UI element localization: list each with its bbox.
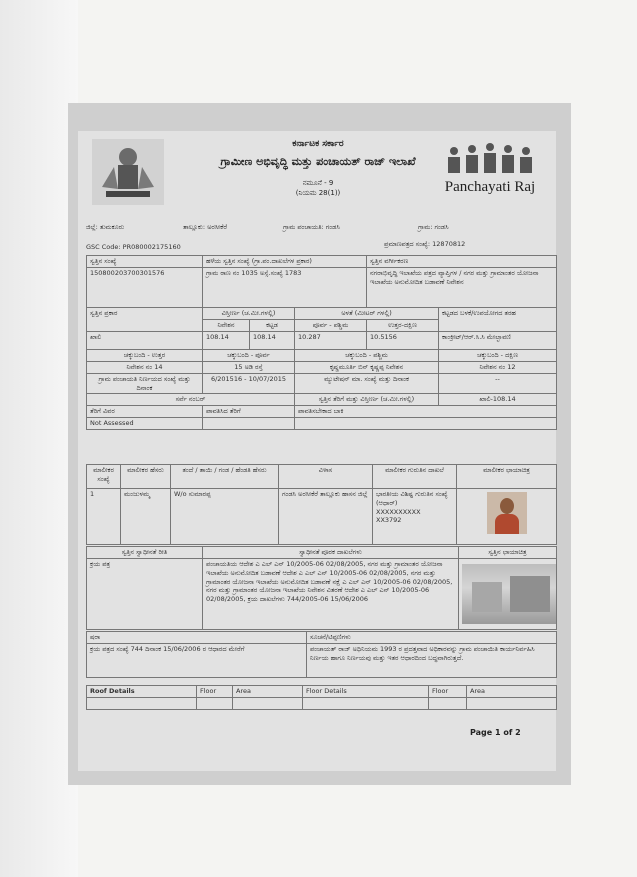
floor-details-label: Floor Details [303,686,429,698]
category-label: ಸ್ವತ್ತಿನ ವರ್ಗೀಕರಣ [367,256,557,268]
owner-name-label: ಮಾಲೀಕರ ಹೆಸರು [121,465,171,489]
acquisition-type-label: ಸ್ವತ್ತಿನ ಸ್ವಾಧೀನತೆ ರೀತಿ [87,547,203,559]
east-label: ಚಕ್ಕುಬಂದಿ - ಪೂರ್ವ [203,349,295,361]
village: ಗ್ರಾಮ: ಗಂಡಸಿ [418,223,449,231]
roof-details-label: Roof Details [87,686,197,698]
certificate-number: ಪ್ರಮಾಣಪತ್ರದ ಸಂಖ್ಯೆ: 12870812 [384,240,466,248]
ew-value: 10.287 [295,331,367,349]
notes-value: ಪಂಚಾಯತ್ ರಾಜ್ ಅಧಿನಿಯಮ 1993 ರ ಪ್ರದತ್ತವಾದ ಅಧಿಕಾರವನ್ನು ಗ್ರಾಮ ಪಂಚಾಯಿತಿ ಕಾರ್ಯನಿರ್ವಹಿಸಿ ನಿರ್ಣಯ ಹಾಗೂ ನಿರ್ಣಯವು ಮತ್ತು ಇತರ ಆಧಾರದಿಂದ ಬದ್ಧವಾಗಿರುತ್ತದೆ. [307,644,557,678]
floor-label-1: Floor [197,686,233,698]
karnataka-emblem-icon [92,139,164,205]
north-label: ಚಕ್ಕುಬಂದಿ - ಉತ್ತರ [87,349,203,361]
owner-photo-label: ಮಾಲೀಕರ ಛಾಯಾಚಿತ್ರ [457,465,557,489]
owner-id-doc [373,489,457,545]
north-value: ನಿವೇಶನ ನಂ 14 [87,361,203,373]
form-9-sheet [78,131,556,771]
property-photo-label: ಸ್ವತ್ತಿನ ಛಾಯಾಚಿತ್ರ [459,547,557,559]
mutation-label: ಮ್ಯುಟೇಷನ್ ಮಾ. ಸಂಖ್ಯೆ ಮತ್ತು ದಿನಾಂಕ [295,373,439,394]
west-value: ಕೃಷ್ಣಮೂರ್ತಿ ಬಿನ್ ಕೃಷ್ಣಪ್ಪ ನಿವೇಶನ [295,361,439,373]
form-number: ನಮೂನೆ - 9 [302,179,334,187]
page-number: Page 1 of 2 [470,728,521,737]
old-number-value: ಗ್ರಾಮ ಠಾಣ ನಂ 1035 ಅಸ್ಸೆ.ಸಂಖ್ಯೆ 1783 [203,268,367,308]
acquisition-type-value: ಕ್ರಯ ಪತ್ರ [87,559,203,630]
floor-table [86,685,557,710]
property-type-label: ಸ್ವತ್ತಿನ ಪ್ರಕಾರ [87,308,203,332]
dept-title: ಗ್ರಾಮೀಣ ಅಭಿವೃದ್ಧಿ ಮತ್ತು ಪಂಚಾಯತ್ ರಾಜ್ ಇಲಾಖೆ [220,155,416,168]
resolution-label: ಗ್ರಾಮ ಪಂಚಾಯತಿ ನಿರ್ಣಯದ ಸಂಖ್ಯೆ ಮತ್ತು ದಿನಾಂಕ [87,373,203,394]
property-photo [462,564,557,624]
property-id-value: 150800203700301576 [87,268,203,308]
notes-label: ಸೂಚನೆ/ಟಿಪ್ಪಣಿಗಳು [307,632,557,644]
measure-label: ಅಳತೆ (ಮೀಟರ್ ಗಳಲ್ಲಿ) [295,308,439,320]
area-label: ವಿಸ್ತೀರ್ಣ (ಚ.ಮೀ.ಗಳಲ್ಲಿ) [203,308,295,320]
owner-no-label: ಮಾಲೀಕರ ಸಂಖ್ಯೆ [87,465,121,489]
owner-address: ಗಂಡಸಿ ಅರಸೀಕೆರೆ ತಾಲ್ಲೂಕು ಹಾಸನ ಜಿಲ್ಲೆ [279,489,373,545]
category-value: ನಗರಾಭಿವೃದ್ಧಿ ಇಲಾಖೆಯ ಪತ್ರದ ವ್ಯಾಪ್ತಿಗಳ / ನಗರ ಮತ್ತು ಗ್ರಾಮಾಂತರ ಯೋಜನಾ ಇಲಾಖೆಯ ಅನುಮೋದಿತ ಬಡಾವಣೆ ನಿವೇಶನ [367,268,557,308]
assessment-status: Not Assessed [87,418,203,430]
scanned-page [68,103,571,785]
owner-relation: W/o ಸುಮಾರಪ್ಪ [171,489,279,545]
scan-left-margin [0,0,78,877]
building-label: ಕಟ್ಟಡ [250,320,295,332]
floor-label-2: Floor [429,686,467,698]
owner-address-label: ವಿಳಾಸ [279,465,373,489]
ew-label: ಪೂರ್ವ - ಪಶ್ಚಿಮ [295,320,367,332]
ns-label: ಉತ್ತರ-ದಕ್ಷಿಣ [367,320,439,332]
site-area-value: 108.14 [203,331,250,349]
site-label: ನಿವೇಶನ [203,320,250,332]
owner-photo [487,492,527,534]
tax-paid-label: ಪಾವತಿಸಿದ ತೆರಿಗೆ [203,406,295,418]
owner-table [86,464,557,545]
owner-id-mask-2: XX3792 [376,516,402,525]
district: ಜಿಲ್ಲೆ: ತುಮಕೂರು [86,223,125,231]
remarks-table [86,631,557,678]
remarks-value: ಕ್ರಯ ಪತ್ರದ ಸಂಖ್ಯೆ 744 ದಿನಾಂಕ 15/06/2006 ರ ಆಧಾರದ ಮೇರೆಗೆ [87,644,307,678]
tax-paid-value [203,418,295,430]
area-label-2: Area [467,686,557,698]
form-header [78,131,556,221]
form-rule: (ನಿಯಮ 28(1)) [295,189,341,197]
owner-relation-label: ತಂದೆ / ತಾಯಿ / ಗಂಡ / ಹೆಂಡತಿ ಹೆಸರು [171,465,279,489]
survey-label: ಸರ್ವೆ ನಂಬರ್ [87,394,295,406]
tax-area-label: ಸ್ವತ್ತಿನ ತೆರಿಗೆ ಮತ್ತು ವಿಸ್ತೀರ್ಣ (ಚ.ಮೀ.ಗಳಲ್ಲಿ) [295,394,439,406]
south-value: ನಿವೇಶನ ನಂ 12 [439,361,557,373]
west-label: ಚಕ್ಕುಬಂದಿ - ಪಶ್ಚಿಮ [295,349,439,361]
owner-name: ಮಂಜುಳಮ್ಮ [121,489,171,545]
taluk: ತಾಲ್ಲೂಕು: ಅರಸೀಕೆರೆ [183,223,228,231]
owner-id-mask-1: XXXXXXXXXX [376,507,421,516]
tax-area-value: ಖಾಲಿ-108.14 [439,394,557,406]
owner-photo-cell [457,489,557,545]
panchayati-raj-logo [440,141,540,201]
tax-label: ತೆರಿಗೆ ವಿವರ [87,406,203,418]
south-label: ಚಕ್ಕುಬಂದಿ - ದಕ್ಷಿಣ [439,349,557,361]
property-id-label: ಸ್ವತ್ತಿನ ಸಂಖ್ಯೆ [87,256,203,268]
east-value: 15 ಅಡಿ ರಸ್ತೆ [203,361,295,373]
building-area-value: 108.14 [250,331,295,349]
gsc-code: GSC Code: PR080002175160 [86,243,181,251]
ns-value: 10.5156 [367,331,439,349]
acquisition-docs-label: ಸ್ವಾಧೀನತೆ ಪೂರಕ ದಾಖಲೆಗಳು [203,547,459,559]
resolution-value: 6/201516 - 10/07/2015 [203,373,295,394]
remarks-label: ಷರಾ [87,632,307,644]
property-type-value: ಖಾಲಿ [87,331,203,349]
usage-label: ಕಟ್ಟಡದ ಬಳಕೆ/ಉಪಯೋಗದ ತರಹ [439,308,557,332]
area-label-1: Area [233,686,303,698]
old-number-label: ಹಳೆಯ ಸ್ವತ್ತಿನ ಸಂಖ್ಯೆ (ಗ್ರಾ.ಪಂ.ದಾಖಲೆಗಳ ಪ್ರಕಾರ) [203,256,367,268]
property-table [86,255,557,430]
mutation-value: -- [439,373,557,394]
property-photo-cell [459,559,557,630]
owner-id-type: ಭಾರತೀಯ ವಿಶಿಷ್ಟ ಗುರುತಿನ ಸಂಖ್ಯೆ (ಆಧಾರ್) [376,490,448,507]
tax-balance-label: ಪಾವತಿಸಬೇಕಾದ ಬಾಕಿ [295,406,557,418]
owner-id-label: ಮಾಲೀಕರ ಗುರುತಿನ ದಾಖಲೆ [373,465,457,489]
acquisition-table [86,546,557,630]
usage-value: ಕಾಂಕ್ರೀಟ್/ಆರ್.ಸಿ.ಸಿ ಮೇಲ್ಛಾವಣಿ [439,331,557,349]
acquisition-docs-value: ಪಂಚಾಯತಿಯ ಆದೇಶ ಎ ಎಲ್ ಎನ್ 10/2005-06 02/08/2005, ನಗರ ಮತ್ತು ಗ್ರಾಮಾಂತರ ಯೋಜನಾ ಇಲಾಖೆಯ ಅನುಮೋದಿತ ಬಡಾವಣೆ ಆದೇಶ ಎ ಎಲ್ ಎನ್ 10/2005-06 02/08/2005, ನಗರ ಮತ್ತು ಗ್ರಾಮಾಂತರ ಯೋಜನಾ ಇಲಾಖೆಯ ಅನುಮೋದಿತ ಬಡಾವಣೆ ನಕ್ಷೆ ಎ ಎಲ್ ಎನ್ 10/2005-06 02/08/2005, ನಗರ ಮತ್ತು ಗ್ರಾಮಾಂತರ ಯೋಜನಾ ಇಲಾಖೆಯ ನಿವೇಶನ ವಿತರಣೆ ಆದೇಶ ಎ ಎಲ್ ಎನ್ 10/2005-06 02/08/2005, ಕ್ರಯ ದಾಖಲೆಗಳು 744/2005-06 15/06/2006 [203,559,459,630]
logo-text: Panchayati Raj [444,179,536,195]
gram-panchayat: ಗ್ರಾಮ ಪಂಚಾಯತಿ: ಗಂಡಸಿ [283,223,340,231]
owner-no: 1 [87,489,121,545]
tax-balance-value [295,418,557,430]
people-icon [440,141,540,177]
govt-title: ಕರ್ನಾಟಕ ಸರ್ಕಾರ [292,139,344,149]
